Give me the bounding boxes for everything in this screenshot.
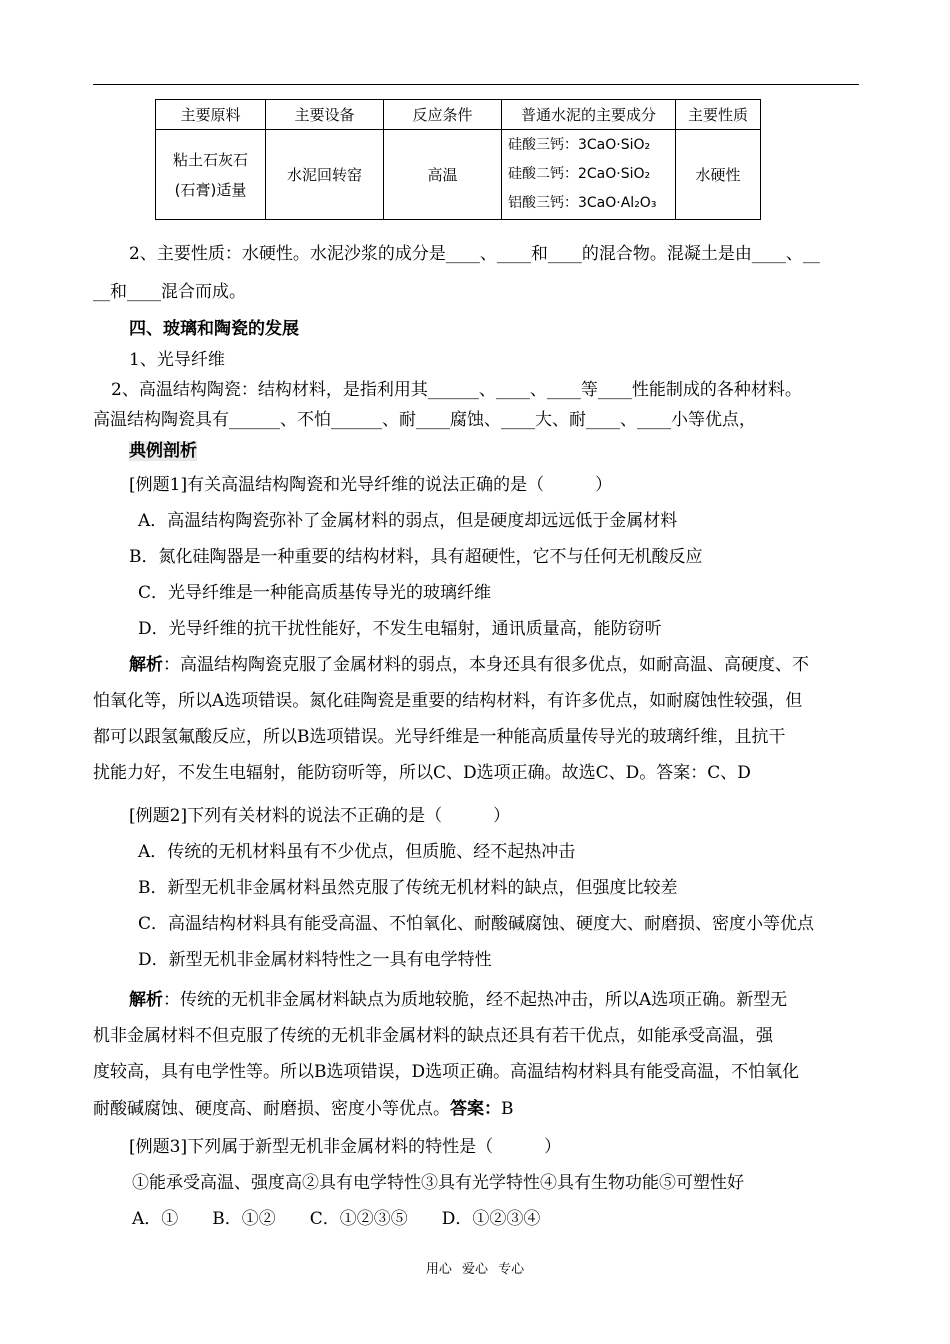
section-heading: 四、玻璃和陶瓷的发展 bbox=[129, 319, 299, 339]
analysis-label: 解析 bbox=[129, 990, 163, 1010]
section-heading-wrap bbox=[129, 440, 197, 462]
option: D．光导纤维的抗干扰性能好，不发生电辐射，通讯质量高，能防窃听 bbox=[138, 619, 662, 639]
question-stem: [例题3]下列属于新型无机非金属材料的特性是（ ） bbox=[129, 1137, 562, 1157]
table-cell-equipment: 水泥回转窑 bbox=[266, 130, 384, 220]
cell-line: 粘土石灰石 bbox=[172, 150, 248, 169]
cell-line: (石膏)适量 bbox=[174, 180, 247, 199]
option: C．光导纤维是一种能高质基传导光的玻璃纤维 bbox=[138, 583, 492, 603]
analysis-line bbox=[93, 1098, 514, 1120]
section-heading: 典例剖析 bbox=[129, 441, 197, 461]
table-cell-condition: 高温 bbox=[384, 130, 502, 220]
table-header-row bbox=[156, 100, 761, 130]
analysis-line bbox=[129, 989, 787, 1011]
analysis-label: 解析 bbox=[129, 655, 163, 675]
option: D．新型无机非金属材料特性之一具有电学特性 bbox=[138, 950, 492, 970]
analysis-line bbox=[129, 654, 809, 676]
option: A．高温结构陶瓷弥补了金属材料的弱点，但是硬度却远远低于金属材料 bbox=[138, 511, 678, 531]
table-row bbox=[156, 130, 761, 220]
option: C．高温结构材料具有能受高温、不怕氧化、耐酸碱腐蚀、硬度大、耐磨损、密度小等优点 bbox=[138, 914, 815, 934]
table-cell-raw-materials bbox=[156, 130, 266, 220]
answer-value: B bbox=[501, 1099, 514, 1119]
table-header: 主要设备 bbox=[266, 100, 384, 130]
option: A．传统的无机材料虽有不少优点，但质脆、经不起热冲击 bbox=[138, 842, 576, 862]
options-row: A．① B．①② C．①②③⑤ D．①②③④ bbox=[132, 1209, 541, 1229]
text-line: __和____混合而成。 bbox=[93, 282, 246, 302]
table-header: 普通水泥的主要成分 bbox=[502, 100, 676, 130]
table-header: 主要原料 bbox=[156, 100, 266, 130]
answer-label: 答案： bbox=[450, 1099, 501, 1119]
text-line: 2、主要性质：水硬性。水泥沙浆的成分是____、____和____的混合物。混凝土是由____、__ bbox=[129, 244, 820, 264]
analysis-line: 机非金属材料不但克服了传统的无机非金属材料的缺点还具有若干优点，如能承受高温，强 bbox=[93, 1026, 773, 1046]
cell-line: 铝酸三钙：3CaO·Al₂O₃ bbox=[508, 195, 657, 211]
analysis-text: ：传统的无机非金属材料缺点为质地较脆，经不起热冲击，所以A选项正确。新型无 bbox=[163, 990, 788, 1010]
header-rule bbox=[93, 84, 859, 85]
question-items: ①能承受高温、强度高②具有电学特性③具有光学特性④具有生物功能⑤可塑性好 bbox=[132, 1173, 744, 1193]
analysis-line: 扰能力好，不发生电辐射，能防窃听等，所以C、D选项正确。故选C、D。答案：C、D bbox=[93, 763, 751, 783]
table-header: 主要性质 bbox=[676, 100, 761, 130]
analysis-text: 耐酸碱腐蚀、硬度高、耐磨损、密度小等优点。 bbox=[93, 1099, 450, 1119]
analysis-line: 度较高，具有电学性等。所以B选项错误，D选项正确。高温结构材料具有能受高温，不怕氧化 bbox=[93, 1062, 800, 1082]
text-line: 2、高温结构陶瓷：结构材料，是指利用其______、____、____等____性能制成的各种材料。 bbox=[111, 380, 802, 400]
cement-table bbox=[155, 99, 761, 220]
analysis-line: 都可以跟氢氟酸反应，所以B选项错误。光导纤维是一种能高质量传导光的玻璃纤维，且抗干 bbox=[93, 727, 786, 747]
option: B．新型无机非金属材料虽然克服了传统无机材料的缺点，但强度比较差 bbox=[138, 878, 678, 898]
analysis-text: ：高温结构陶瓷克服了金属材料的弱点，本身还具有很多优点，如耐高温、高硬度、不 bbox=[163, 655, 809, 675]
text-line: 高温结构陶瓷具有______、不怕______、耐____腐蚀、____大、耐____、____小等优点， bbox=[93, 410, 756, 430]
analysis-line: 怕氧化等，所以A选项错误。氮化硅陶瓷是重要的结构材料，有许多优点，如耐腐蚀性较强，但 bbox=[93, 691, 803, 711]
cell-line: 硅酸二钙：2CaO·SiO₂ bbox=[508, 166, 651, 182]
page-footer: 用心 爱心 专心 bbox=[425, 1262, 525, 1277]
table-cell-components bbox=[502, 130, 676, 220]
cell-line: 硅酸三钙：3CaO·SiO₂ bbox=[508, 137, 651, 153]
question-stem: [例题2]下列有关材料的说法不正确的是（ ） bbox=[129, 806, 511, 826]
option: B．氮化硅陶器是一种重要的结构材料，具有超硬性，它不与任何无机酸反应 bbox=[129, 547, 703, 567]
table-cell-property: 水硬性 bbox=[676, 130, 761, 220]
text-line: 1、光导纤维 bbox=[129, 350, 225, 370]
table-header: 反应条件 bbox=[384, 100, 502, 130]
question-stem: [例题1]有关高温结构陶瓷和光导纤维的说法正确的是（ ） bbox=[129, 475, 613, 495]
